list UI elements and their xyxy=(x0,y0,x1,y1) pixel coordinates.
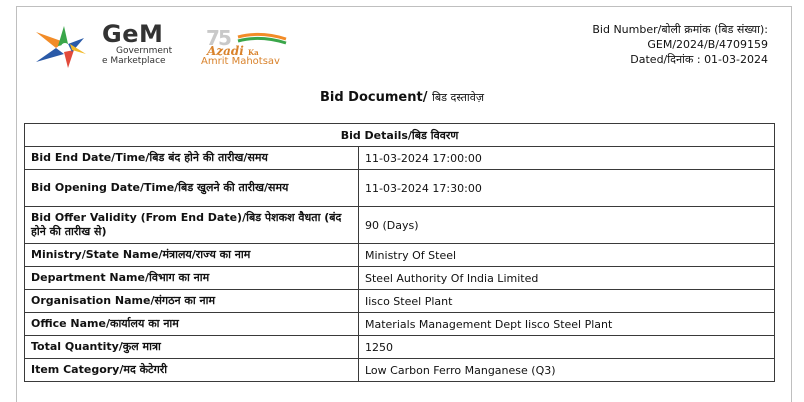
table-row xyxy=(25,290,775,313)
row-value: 11-03-2024 17:30:00 xyxy=(359,170,775,207)
bid-number: GEM/2024/B/4709159 xyxy=(647,38,768,51)
document-title: Bid Document/ बिड दस्तावेज़ xyxy=(319,90,485,105)
bid-number-label: Bid Number/बोली क्रमांक (बिड संख्या): xyxy=(592,23,768,36)
bid-details-table xyxy=(24,123,775,382)
table-header-row xyxy=(25,124,775,147)
row-label: Department Name/विभाग का नाम xyxy=(25,267,359,290)
row-label: Item Category/मद केटेगरी xyxy=(25,359,359,382)
row-label: Total Quantity/कुल मात्रा xyxy=(25,336,359,359)
gem-subtitle-line2: e Marketplace xyxy=(102,56,166,66)
row-label: Ministry/State Name/मंत्रालय/राज्य का नाम xyxy=(25,244,359,267)
svg-text:7: 7 xyxy=(206,27,220,50)
table-row xyxy=(25,313,775,336)
row-value: Low Carbon Ferro Manganese (Q3) xyxy=(359,359,775,382)
row-value: Steel Authority Of India Limited xyxy=(359,267,775,290)
row-value: Materials Management Dept Iisco Steel Plant xyxy=(359,313,775,336)
row-label: Office Name/कार्यालय का नाम xyxy=(25,313,359,336)
bid-dated: Dated/दिनांक : 01-03-2024 xyxy=(630,53,768,66)
row-value: Ministry Of Steel xyxy=(359,244,775,267)
table-row xyxy=(25,244,775,267)
table-row xyxy=(25,336,775,359)
bid-info xyxy=(592,22,768,67)
row-value: 11-03-2024 17:00:00 xyxy=(359,147,775,170)
amrit-mahotsav-text: Amrit Mahotsav xyxy=(201,56,280,67)
table-row xyxy=(25,267,775,290)
table-row xyxy=(25,207,775,244)
gem-subtitle-line1: Government xyxy=(116,46,173,56)
row-label: Bid Opening Date/Time/बिड खुलने की तारीख/समय xyxy=(25,170,359,207)
gem-title: GeM xyxy=(102,20,164,48)
bid-details-heading: Bid Details/बिड विवरण xyxy=(25,124,775,147)
table-row xyxy=(25,359,775,382)
svg-text:5: 5 xyxy=(218,27,232,50)
row-label: Bid End Date/Time/बिड बंद होने की तारीख/समय xyxy=(25,147,359,170)
azadi-text: Azadi Ka xyxy=(207,44,259,58)
row-value: 1250 xyxy=(359,336,775,359)
row-value: Iisco Steel Plant xyxy=(359,290,775,313)
row-label: Organisation Name/संगठन का नाम xyxy=(25,290,359,313)
table-row xyxy=(25,170,775,207)
table-row xyxy=(25,147,775,170)
gem-brand xyxy=(102,22,172,66)
row-value: 90 (Days) xyxy=(359,207,775,244)
row-label: Bid Offer Validity (From End Date)/बिड पेशकश वैधता (बंद होने की तारीख से) xyxy=(25,207,359,244)
